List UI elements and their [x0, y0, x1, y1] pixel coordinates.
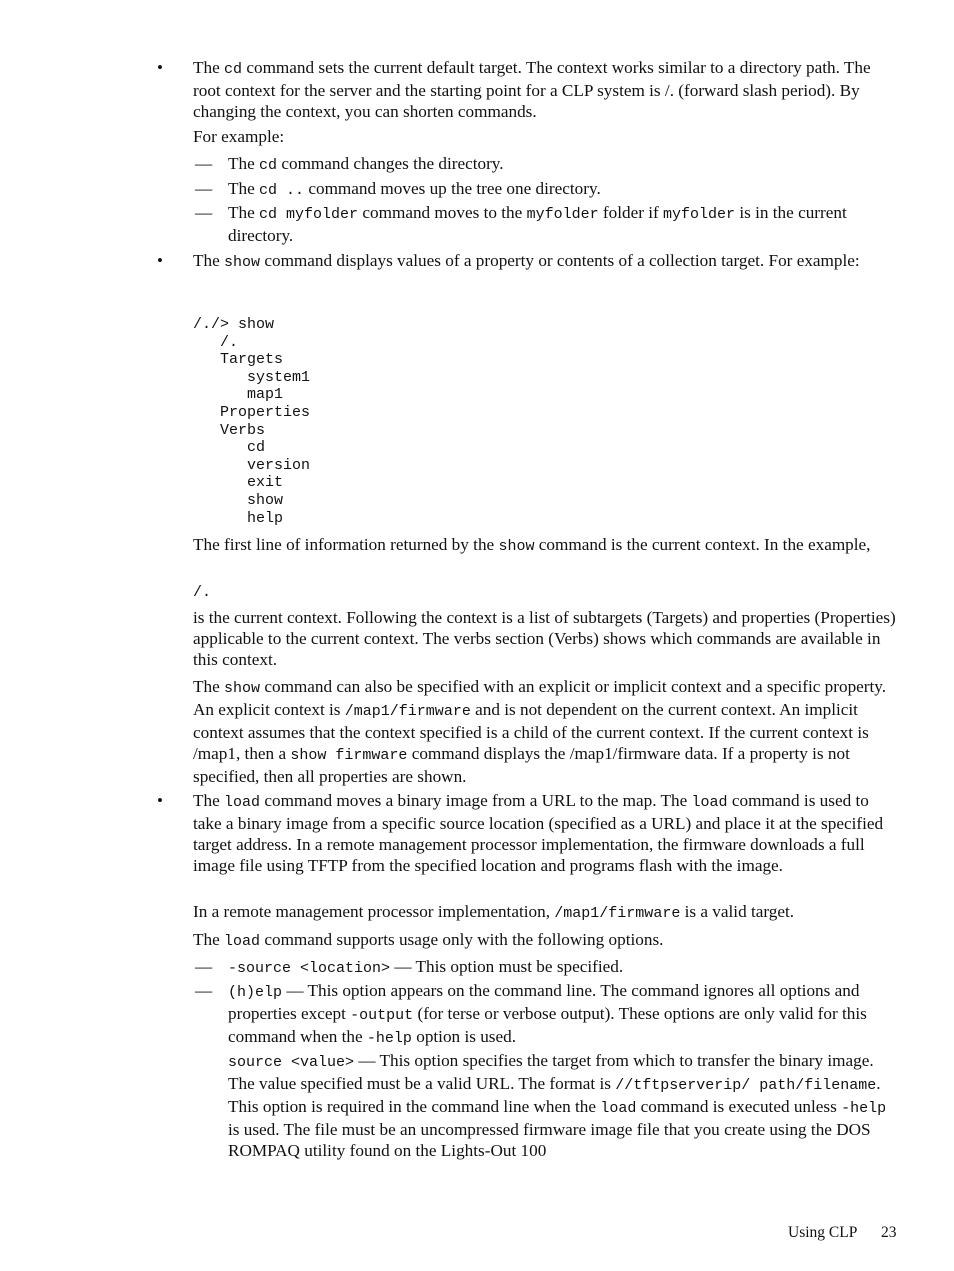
dash-item-cd-myfolder [228, 202, 899, 246]
example-label: For example: [193, 127, 285, 146]
dash-item-source-option [228, 956, 899, 979]
code-inline: /map1/firmware [554, 905, 681, 922]
code-inline: cd [259, 157, 278, 174]
code-inline: -output [350, 1007, 414, 1024]
code-inline: cd [224, 61, 243, 78]
text: command moves up the tree one directory. [304, 179, 601, 198]
dash-marker: — [195, 203, 213, 222]
context-code-line: /. [193, 584, 212, 601]
text: command sets the current default target. The context works similar to a directory path. The root context for the server and the starting point for a CLP system is /. (forward slash period). By changing the context, you can shorten commands. [193, 58, 871, 121]
code-inline: show [224, 680, 261, 697]
text: command moves a binary image from a URL to the map. The [260, 791, 692, 810]
bullet-marker: • [157, 251, 163, 270]
code-inline: load [224, 933, 261, 950]
code-inline: //tftpserverip/ path/filename [615, 1077, 877, 1094]
code-inline: -help [841, 1100, 887, 1117]
text: . This option is required in the command line when the [228, 1074, 881, 1116]
dash-marker: — [195, 154, 213, 173]
dash-marker: — [195, 981, 213, 1000]
text: command displays values of a property or contents of a collection target. For example: [260, 251, 860, 270]
text: command supports usage only with the following options. [260, 930, 664, 949]
text: — This option must be specified. [390, 957, 624, 976]
bullet-load-paragraph [193, 790, 899, 876]
dash-marker: — [195, 179, 213, 198]
dash-item-cd [228, 153, 899, 176]
bullet-show-paragraph [193, 250, 899, 273]
text: The [193, 58, 225, 77]
dash-item-help-option [228, 980, 899, 1049]
context-paragraph: is the current context. Following the context is a list of subtargets (Targets) and properties (Properties) applicable to the current context. The verbs section (Verbs) shows which commands are available in this context. [193, 608, 896, 669]
code-inline: cd .. [259, 182, 305, 199]
code-inline: show [224, 254, 261, 271]
code-inline: load [224, 794, 261, 811]
text: is used. The file must be an uncompressed firmware image file that you create using the DOS ROMPAQ utility found on the Lights-Out 100 [228, 1120, 871, 1160]
text: is a valid target. [680, 902, 795, 921]
code-inline: -source <location> [228, 960, 391, 977]
text: command is the current context. In the example, [534, 535, 871, 554]
text: (for terse or verbose output). These options are only valid for this command when the [228, 1004, 867, 1046]
text: command is executed unless [636, 1097, 842, 1116]
show-output-code-block: /./> show /. Targets system1 map1 Properties Verbs cd version exit show help [193, 316, 311, 527]
load-options-paragraph [193, 929, 899, 952]
dash-marker: — [195, 957, 213, 976]
text: The [193, 930, 225, 949]
text: The [228, 154, 260, 173]
text: command displays the /map1/firmware data. If a property is not specified, then all properties are shown. [193, 744, 850, 786]
text: The [228, 179, 260, 198]
code-inline: /map1/firmware [344, 703, 471, 720]
code-inline: myfolder [526, 206, 599, 223]
text: is in the current directory. [228, 203, 847, 245]
text: In a remote management processor implementation, [193, 902, 555, 921]
text: command changes the directory. [277, 154, 504, 173]
text: folder if [598, 203, 664, 222]
bullet-marker: • [157, 791, 163, 810]
bullet-marker: • [157, 58, 163, 77]
page-number: 23 [881, 1224, 897, 1241]
valid-target-paragraph [193, 901, 899, 924]
source-value-paragraph [228, 1050, 899, 1161]
explicit-context-paragraph [193, 676, 899, 787]
text: The [228, 203, 260, 222]
text: The [193, 791, 225, 810]
code-inline: load [691, 794, 728, 811]
text: The [193, 251, 225, 270]
dash-item-cd-up [228, 178, 899, 201]
code-inline: show firmware [290, 747, 408, 764]
text: command is used to take a binary image from a specific source location (specified as a URL) and place it at the specified target address. In a remote management processor implementation, the firmware downloads a full image file using TFTP from the specified location and programs flash with the image. [193, 791, 884, 875]
bullet-cd-paragraph [193, 57, 899, 122]
code-inline: myfolder [663, 206, 736, 223]
code-inline: source <value> [228, 1054, 355, 1071]
footer-section-title: Using CLP [788, 1224, 858, 1241]
code-inline: cd myfolder [259, 206, 359, 223]
text: — This option specifies the target from which to transfer the binary image. The value specified must be a valid URL. The format is [228, 1051, 874, 1093]
code-inline: show [498, 538, 535, 555]
text: command moves to the [358, 203, 527, 222]
text: — This option appears on the command line. The command ignores all options and properties except [228, 981, 860, 1023]
text: option is used. [411, 1027, 517, 1046]
code-inline: -help [366, 1030, 412, 1047]
text: and is not dependent on the current context. An implicit context assumes that the context specified is a child of the current context. If the current context is /map1, then a [193, 700, 869, 763]
text: command can also be specified with an explicit or implicit context and a specific property. An explicit context is [193, 677, 887, 719]
first-line-paragraph [193, 534, 899, 557]
code-inline: (h)elp [228, 984, 283, 1001]
text: The first line of information returned by the [193, 535, 499, 554]
code-inline: load [600, 1100, 637, 1117]
text: The [193, 677, 225, 696]
